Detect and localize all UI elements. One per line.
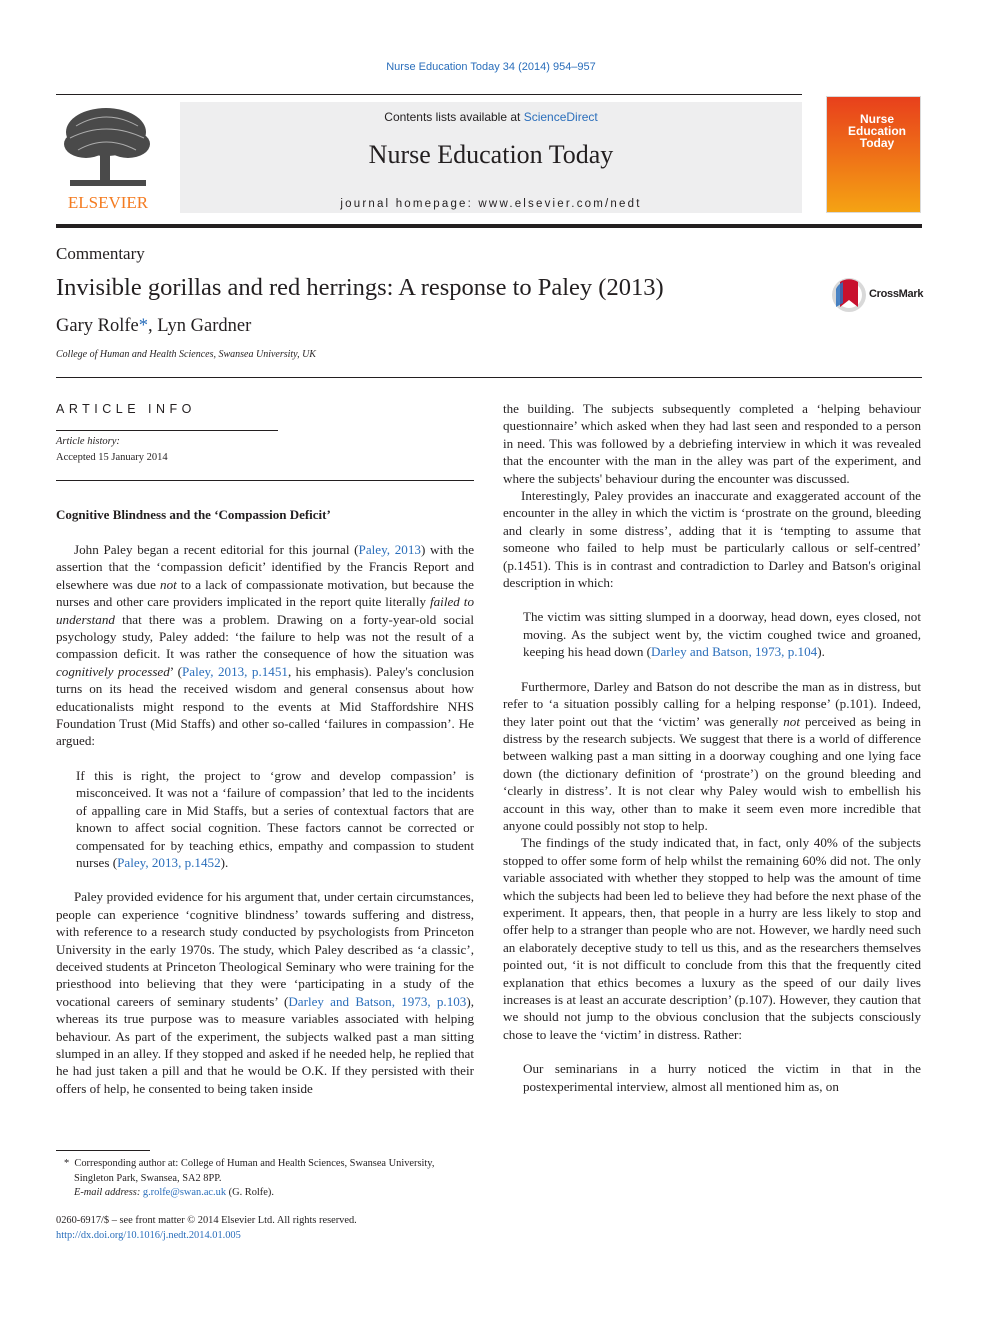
journal-homepage[interactable]: journal homepage: www.elsevier.com/nedt — [340, 198, 642, 210]
footnote — [56, 1157, 476, 1201]
elsevier-logo — [56, 102, 160, 214]
cover-title-line: Nurse — [859, 112, 894, 126]
block-quote: The victim was sitting slumped in a doorway, head down, eyes closed, not moving. As the subject went by, the victim coughed twice and groaned, keeping his head down (Darley and Batson, 1973, p.104). — [523, 609, 921, 660]
body-paragraph: The findings of the study indicated that, in fact, only 40% of the subjects stopped to offer some form of help whilst the remaining 60% did not. The only variable associated with whether they stopped to help was the amount of time which the subjects had been led to believe they had before the next phase of the experiment. It appears, then, that people in a hurry are less likely to stop and offer help to a stranger than people who are not. However, we hardly need such an elaborately deceptive study to tell us this, and as the researchers themselves pointed out, ‘it is not difficult to conclude from this that the frequently cited explanation that ethics becomes a luxury as the speed of our daily lives increases is at least an accurate description’ (p.107). However, they caution that we should not jump to the obvious conclusion that the subjects consciously chose to leave the ‘victim’ in distress. Rather: — [503, 835, 921, 1042]
contents-prefix: Contents lists available at — [384, 110, 524, 124]
body-paragraph: Paley provided evidence for his argument that, under certain circumstances, people can experience ‘cognitive blindness’ towards suffering and distress, with reference to a research study conducted by psychologists from Princeton University in the early 1970s. The study, which Paley described as ‘a classic’, deceived students at Princeton Theological Seminary who were training for the priesthood into believing that they were ‘participating in a study of the vocational careers of seminary students’ (Darley and Batson, 1973, p.103), whereas its true purpose was to measure variables associated with helping behaviour. As part of the experiment, the subjects walked past a man sitting slumped in an alley. If they stopped and asked if he needed help, he replied that he had just taken a pill and that he would be O.K. If they persisted with their offers of help, he consented to being taken inside — [56, 889, 474, 1096]
left-column — [56, 541, 474, 1097]
copyright-line: 0260-6917/$ – see front matter © 2014 Elsevier Ltd. All rights reserved. — [56, 1215, 357, 1226]
affiliation: College of Human and Health Sciences, Swansea University, UK — [56, 349, 316, 360]
email-line: E-mail address: g.rolfe@swan.ac.uk (G. Rolfe). — [74, 1187, 274, 1198]
accepted-date: Accepted 15 January 2014 — [56, 452, 168, 463]
title-rule — [56, 377, 922, 378]
subsection-heading: Cognitive Blindness and the ‘Compassion Deficit’ — [56, 507, 331, 522]
block-quote: If this is right, the project to ‘grow and develop compassion’ is misconceived. It was not a ‘failure of compassion’ that led to the incidents of appalling care in Mid Staffs, but a series of contextual factors that are known to affect social cognition. These factors cannot be corrected or compensated for by teaching ethics, empathy and compassion to student nurses (Paley, 2013, p.1452). — [76, 767, 474, 870]
corresponding-author-mark[interactable]: * — [138, 316, 148, 336]
elsevier-tree-icon — [56, 102, 160, 214]
sciencedirect-link[interactable]: ScienceDirect — [523, 110, 598, 124]
journal-title: Nurse Education Today — [368, 140, 614, 169]
author-separator: , — [147, 316, 158, 336]
citation-link[interactable]: Darley and Batson, 1973, p.104 — [651, 644, 818, 660]
citation-link[interactable]: Paley, 2013 — [358, 542, 421, 557]
elsevier-wordmark: ELSEVIER — [67, 193, 149, 212]
crossmark-badge[interactable] — [831, 277, 926, 313]
right-column — [503, 400, 921, 1095]
header-thick-rule — [56, 224, 922, 228]
body-paragraph: Interestingly, Paley provides an inaccurate and exaggerated account of the encounter in the alley in which the victim is ‘prostrate on the ground, bleeding and clearly in some distress’, adding that it is ‘tempting to assume that someone who failed to help must be particularly callous or self-centred’ (p.1451). This is in contrast and contradiction to Darley and Batson's original description in which: — [503, 488, 921, 591]
citation-link[interactable]: Paley, 2013, p.1452 — [117, 854, 221, 870]
crossmark-icon — [831, 277, 867, 313]
corresponding-author-note: * Corresponding author at: College of Human and Health Sciences, Swansea University, Singleton Park, Swansea, SA2 8PP. — [64, 1158, 435, 1184]
copyright-block — [56, 1214, 357, 1243]
body-paragraph: the building. The subjects subsequently completed a ‘helping behaviour questionnaire’ which asked when they had last seen and responded to a person in need. This was followed by a debriefing interview in which it was revealed that the encounter with the man in the alley was part of the experiment, and where the subjects' behaviour during the encounter was discussed. — [503, 401, 921, 486]
article-info-rule — [56, 430, 278, 431]
article-title: Invisible gorillas and red herrings: A response to Paley (2013) — [56, 274, 664, 301]
journal-citation[interactable]: Nurse Education Today 34 (2014) 954–957 — [386, 61, 596, 73]
author-name[interactable]: Gary Rolfe — [56, 316, 139, 336]
article-history-label: Article history: — [56, 436, 120, 447]
article-info-heading: ARTICLE INFO — [56, 402, 196, 416]
cover-title-line: Education — [847, 124, 906, 138]
author-list — [56, 316, 251, 337]
block-quote: Our seminarians in a hurry noticed the victim in that in the postexperimental interview, almost all mentioned him as, on — [523, 1061, 921, 1094]
cover-title — [835, 113, 919, 149]
section-type: Commentary — [56, 244, 145, 263]
journal-banner — [180, 102, 802, 213]
citation-link[interactable]: Darley and Batson, 1973, p.103 — [288, 993, 467, 1009]
footnote-rule — [56, 1150, 150, 1151]
citation-link[interactable]: Paley, 2013, p.1451 — [182, 663, 288, 679]
body-paragraph: John Paley began a recent editorial for this journal (Paley, 2013) with the assertion that the ‘compassion deficit’ identified by the Francis Report and elsewhere was due not to a lack of compassionate motivation, but because the nurses and other care providers implicated in the report quite literally failed to understand that there was a problem. Drawing on a forty-year-old social psychology study, Paley added: ‘the failure to help was not the result of a compassion deficit. It was rather the consequence of how the situation was cognitively processed’ (Paley, 2013, p.1451, his emphasis). Paley's conclusion turns on its head the received wisdom and general consensus about how educationalists might respond to the events at Mid Staffordshire NHS Foundation Trust (Mid Staffs) and other so-called ‘failures in compassion’. He argued: — [56, 542, 475, 749]
contents-line — [180, 110, 802, 124]
article-info-bottom-rule — [56, 480, 474, 481]
body-paragraph: Furthermore, Darley and Batson do not describe the man as in distress, but refer to ‘a situation possibly calling for a helping response’ (p.101). Indeed, they later point out that the ‘victim’ was generally not perceived as being in distress by the research subjects. We suggest that there is a world of difference between walking past a man sitting in a doorway coughing and one lying face down (the dictionary definition of ‘prostrate’) on the ground bleeding and ‘clearly in distress’. It is not clear why Paley would wish to embellish his account in this way, other than to make it seem even more incredible that anyone could possibly not stop to help. — [503, 678, 921, 833]
crossmark-label: CrossMark — [869, 288, 924, 300]
cover-title-line: Today — [859, 136, 895, 150]
header-rule — [56, 94, 802, 95]
author-name[interactable]: Lyn Gardner — [157, 316, 252, 336]
doi-link[interactable]: http://dx.doi.org/10.1016/j.nedt.2014.01.005 — [56, 1229, 241, 1241]
email-link[interactable]: g.rolfe@swan.ac.uk — [142, 1187, 227, 1198]
journal-cover-image — [826, 96, 921, 213]
